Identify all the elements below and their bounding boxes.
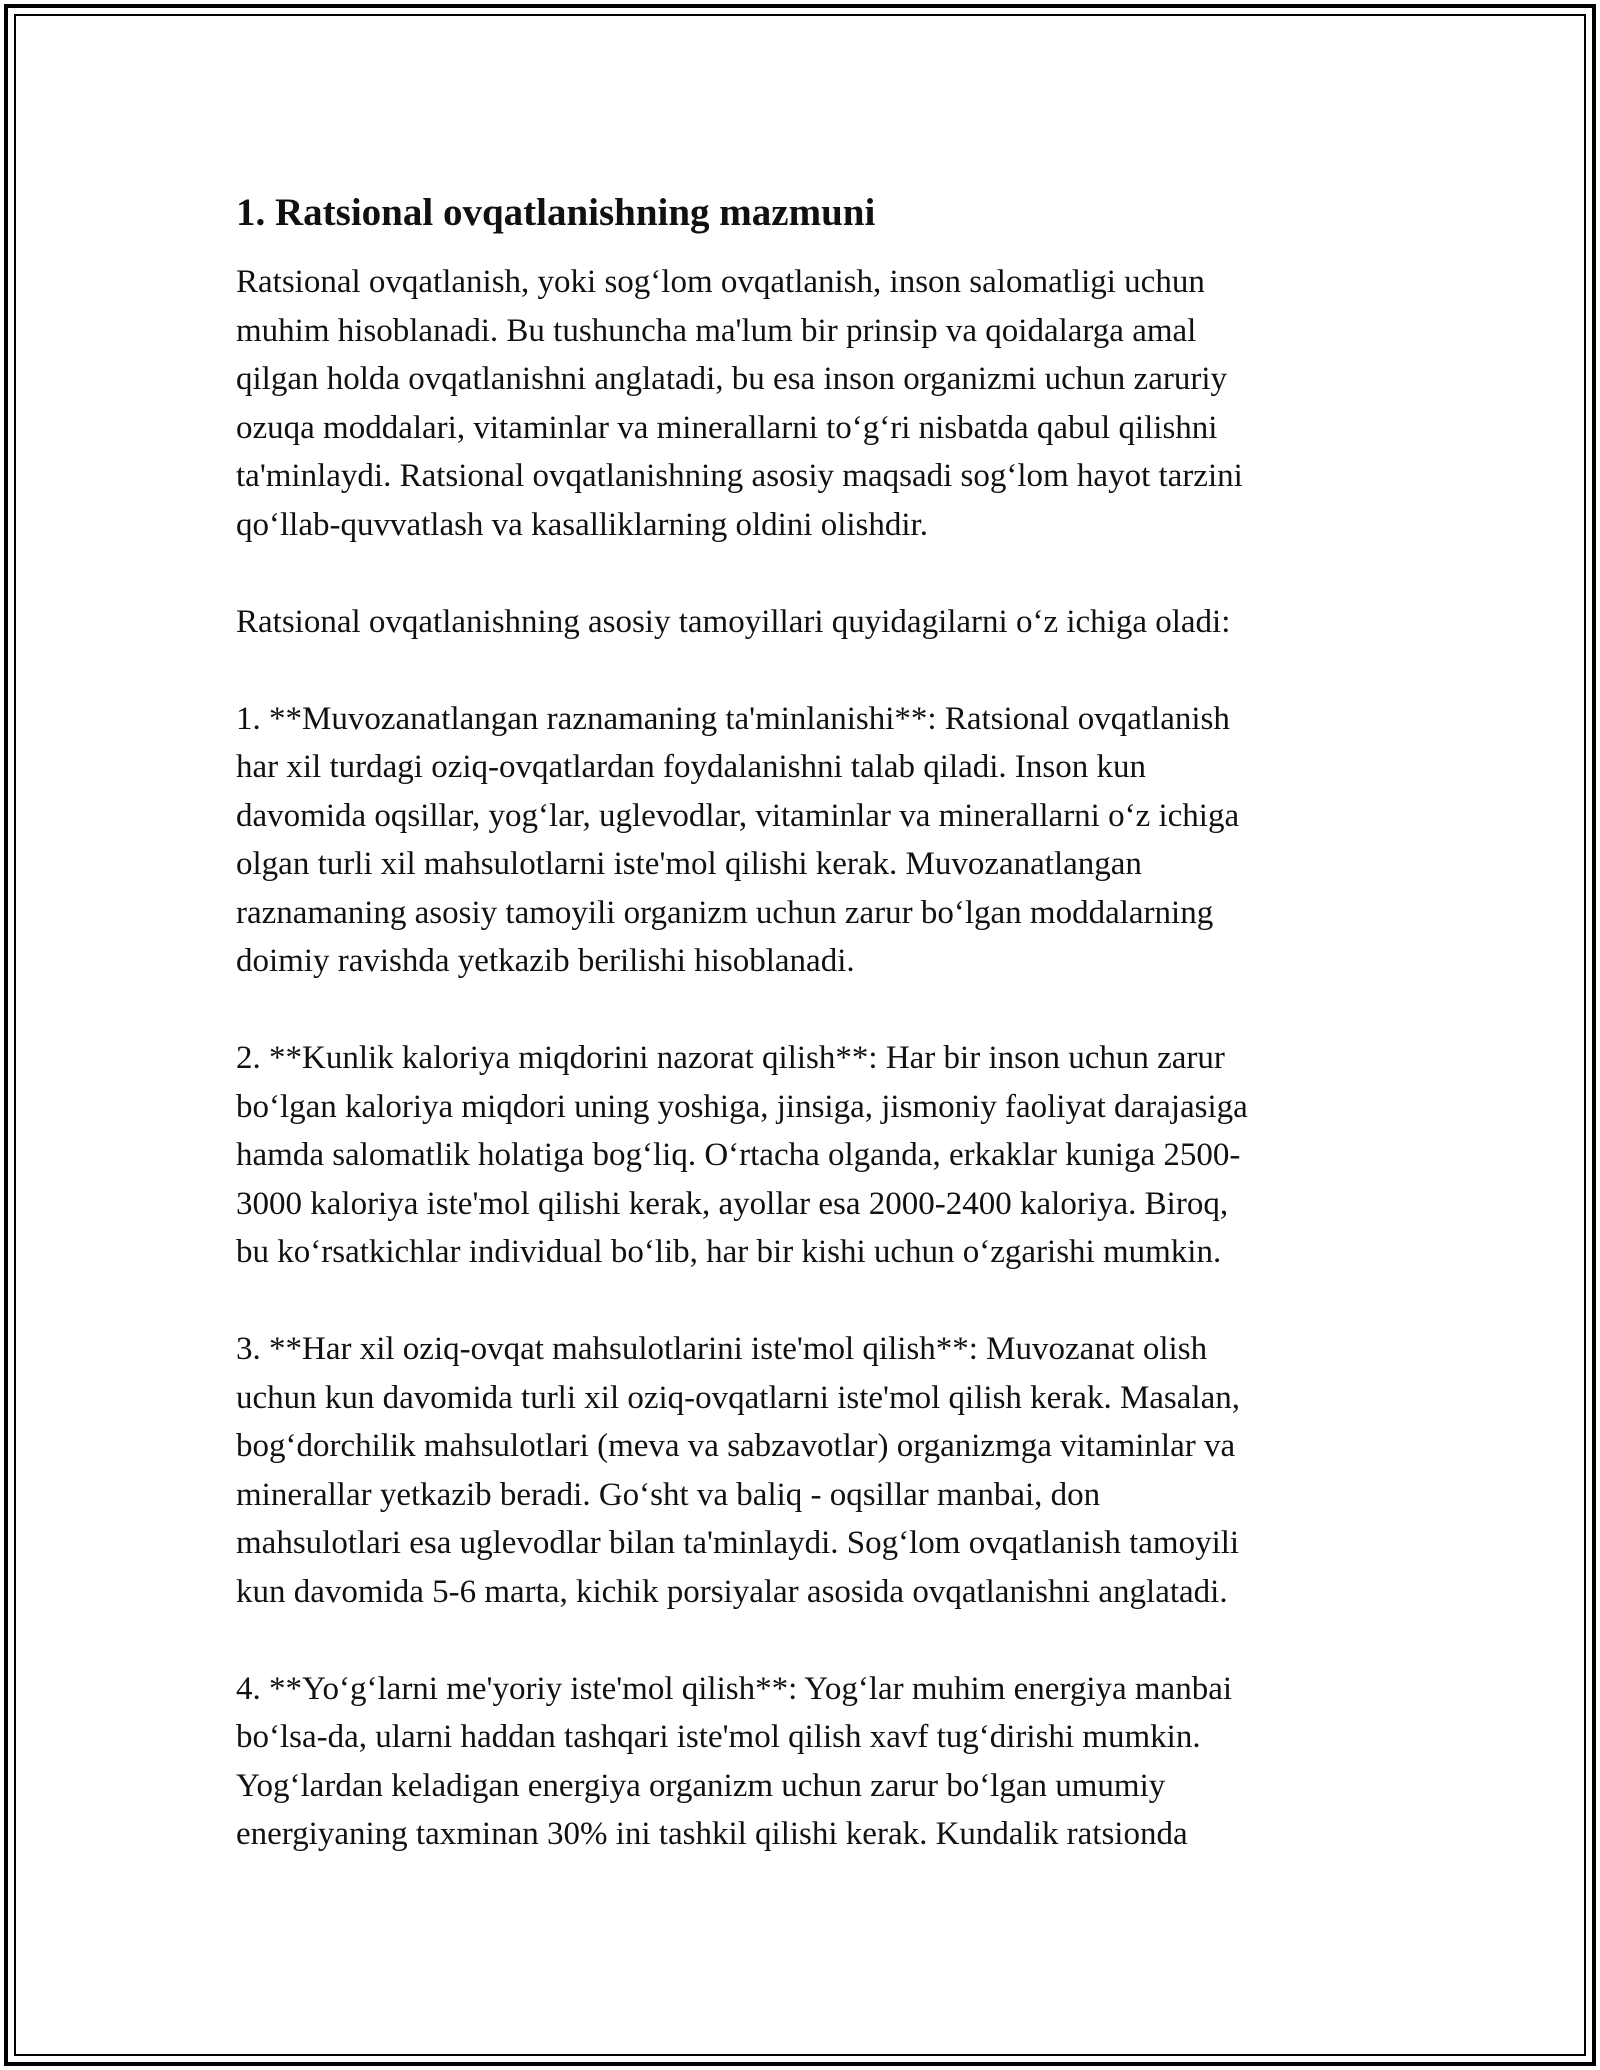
paragraph-item-3 — [236, 1325, 1366, 1616]
text-line: qilgan holda ovqatlanishni anglatadi, bu esa inson organizmi uchun zaruriy — [236, 361, 1227, 397]
text-line: har xil turdagi oziq-ovqatlardan foydalanishni talab qiladi. Inson kun — [236, 749, 1147, 785]
text-line: bo‘lgan kaloriya miqdori uning yoshiga, jinsiga, jismoniy faoliyat darajasiga — [236, 1088, 1248, 1125]
text-line: raznamaning asosiy tamoyili organizm uchun zarur bo‘lgan moddalarning — [236, 894, 1214, 931]
text-line: 2. **Kunlik kaloriya miqdorini nazorat qilish**: Har bir inson uchun zarur — [236, 1040, 1225, 1076]
text-line: ozuqa moddalari, vitaminlar va minerallarni to‘g‘ri nisbatda qabul qilishni — [236, 409, 1218, 446]
paragraph-intro — [236, 258, 1366, 549]
paragraph-principles-lead — [236, 598, 1366, 647]
text-line: minerallar yetkazib beradi. Go‘sht va baliq - oqsillar manbai, don — [236, 1476, 1101, 1513]
text-line: muhim hisoblanadi. Bu tushuncha ma'lum bir prinsip va qoidalarga amal — [236, 312, 1197, 349]
text-line: Ratsional ovqatlanish, yoki sog‘lom ovqatlanish, inson salomatligi uchun — [236, 264, 1205, 300]
text-line: olgan turli xil mahsulotlarni iste'mol qilishi kerak. Muvozanatlangan — [236, 846, 1142, 882]
section-title: 1. Ratsional ovqatlanishning mazmuni — [236, 191, 876, 234]
paragraph-item-4 — [236, 1665, 1366, 1859]
paragraph-item-2 — [236, 1034, 1366, 1277]
text-line: bu ko‘rsatkichlar individual bo‘lib, har bir kishi uchun o‘zgarishi mumkin. — [236, 1234, 1222, 1270]
text-line: 1. **Muvozanatlangan raznamaning ta'minlanishi**: Ratsional ovqatlanish — [236, 700, 1230, 737]
text-line: Ratsional ovqatlanishning asosiy tamoyillari quyidagilarni o‘z ichiga oladi: — [236, 603, 1231, 640]
text-line: davomida oqsillar, yog‘lar, uglevodlar, vitaminlar va minerallarni o‘z ichiga — [236, 797, 1240, 834]
text-line: doimiy ravishda yetkazib berilishi hisoblanadi. — [236, 943, 855, 979]
document-body — [236, 188, 1366, 1907]
text-line: bog‘dorchilik mahsulotlari (meva va sabzavotlar) organizmga vitaminlar va — [236, 1428, 1236, 1464]
text-line: ta'minlaydi. Ratsional ovqatlanishning asosiy maqsadi sog‘lom hayot tarzini — [236, 458, 1243, 494]
text-line: hamda salomatlik holatiga bog‘liq. O‘rtacha olganda, erkaklar kuniga 2500- — [236, 1137, 1241, 1173]
text-line: qo‘llab-quvvatlash va kasalliklarning oldini olishdir. — [236, 506, 928, 543]
text-line: kun davomida 5-6 marta, kichik porsiyalar asosida ovqatlanishni anglatadi. — [236, 1573, 1228, 1610]
text-line: Yog‘lardan keladigan energiya organizm uchun zarur bo‘lgan umumiy — [236, 1767, 1166, 1804]
text-line: bo‘lsa-da, ularni haddan tashqari iste'mol qilish xavf tug‘dirishi mumkin. — [236, 1719, 1201, 1755]
text-line: 3000 kaloriya iste'mol qilishi kerak, ayollar esa 2000-2400 kaloriya. Biroq, — [236, 1185, 1229, 1222]
paragraph-item-1 — [236, 695, 1366, 986]
text-line: 4. **Yo‘g‘larni me'yoriy iste'mol qilish**: Yog‘lar muhim energiya manbai — [236, 1670, 1233, 1707]
text-line: energiyaning taxminan 30% ini tashkil qilishi kerak. Kundalik ratsionda — [236, 1816, 1188, 1852]
text-line: mahsulotlari esa uglevodlar bilan ta'minlaydi. Sog‘lom ovqatlanish tamoyili — [236, 1525, 1240, 1561]
text-line: 3. **Har xil oziq-ovqat mahsulotlarini iste'mol qilish**: Muvozanat olish — [236, 1331, 1208, 1367]
text-line: uchun kun davomida turli xil oziq-ovqatlarni iste'mol qilish kerak. Masalan, — [236, 1379, 1240, 1416]
